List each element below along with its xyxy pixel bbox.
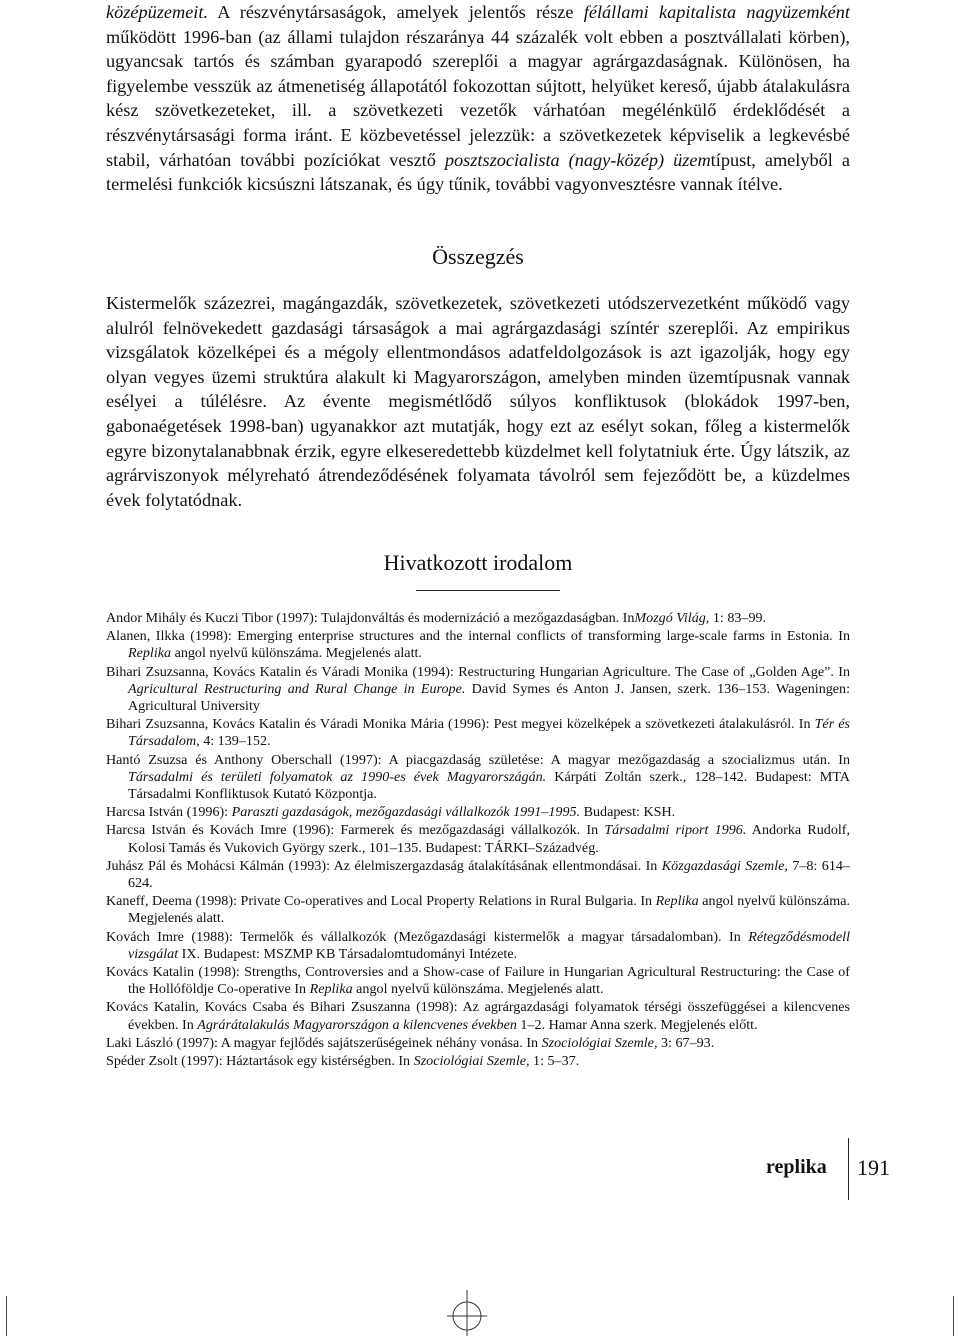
heading-underline: [416, 590, 560, 591]
summary-section: [106, 291, 850, 512]
reference-text: Kovács Katalin (1998): Strengths, Controversies and a Show-case of Failure in Hungarian Agricultural Restructuring: the Case of the Hollóföldje Co-operative In: [106, 964, 850, 998]
reference-details: 1–2. Hamar Anna szerk. Megjelenés előtt.: [516, 1016, 758, 1033]
reference-text: Harcsa István és Kovách Imre (1996): Farmerek és mezőgazdasági vállalkozók. In: [106, 822, 605, 839]
reference-item: [106, 664, 850, 716]
paragraph-text: A részvénytársaságok, amelyek jelentős része: [208, 2, 584, 22]
italic-phrase: posztszocialista (nagy-közép) üzem: [444, 149, 711, 170]
paragraph-text: típust, amelyből a termelési funkciók kicsúszni látszanak, és úgy tűnik, további vagyonvesztésre vannak ítélve.: [106, 149, 850, 195]
reference-source-title: Közgazdasági Szemle,: [661, 857, 788, 874]
footer-divider: [848, 1138, 849, 1200]
reference-details: angol nyelvű különszáma. Megjelenés alatt.: [352, 981, 604, 998]
reference-details: 4: 139–152.: [199, 733, 271, 750]
reference-details: Andorka Rudolf, Kolosi Tamás és Vukovich György szerk., 101–135. Budapest: TÁRKI–Századvég.: [128, 822, 850, 856]
reference-item: [106, 716, 850, 750]
reference-text: Alanen, Ilkka (1998): Emerging enterprise structures and the internal conflicts of transforming large-scale farms in Estonia. In: [106, 628, 850, 645]
paragraph-text: működött 1996-ban (az állami tulajdon részaránya 44 százalék volt ebben a posztvállalati körben), ugyancsak tartós és számban gyarapodó szereplői a magyar agrárgazdaságnak. Különösen, ha figyelembe vesszük az átmenetiség állapotától fokozottan sújtott, helyüket kereső, újabb átalakulásra kész szövetkezeteket, ill. a szövetkezeti vezetők várhatóan megélénkülő érdeklődését a részvénytársasági forma iránt. E közbevetéssel jelezzük: a szövetkezetek képviselik a legkevésbé stabil, várhatóan további pozíciókat vesztő: [106, 26, 850, 170]
reference-details: Budapest: KSH.: [580, 804, 676, 821]
reference-source-title: Replika: [128, 645, 172, 662]
reference-text: Juhász Pál és Mohácsi Kálmán (1993): Az élelmiszergazdaság átalakításának ellentmondásai. In: [106, 857, 662, 874]
reference-text: Bihari Zsuzsanna, Kovács Katalin és Váradi Monika (1994): Restructuring Hungarian Agriculture. The Case of „Golden Age”. In: [106, 663, 850, 680]
registration-mark-icon: [447, 1290, 487, 1336]
reference-details: 7–8: 614–624.: [128, 857, 850, 892]
reference-details: 1: 5–37.: [529, 1053, 580, 1070]
reference-item: [106, 610, 850, 627]
journal-name: replika: [766, 1156, 827, 1178]
reference-source-title: Szociológiai Szemle,: [541, 1034, 658, 1051]
reference-item: [106, 804, 850, 821]
reference-details: 3: 67–93.: [657, 1034, 715, 1051]
reference-source-title: Paraszti gazdaságok, mezőgazdasági vállalkozók 1991–1995.: [231, 804, 581, 821]
reference-text: Bihari Zsuzsanna, Kovács Katalin és Váradi Monika Mária (1996): Pest megyei közelképek a szövetkezeti átalakulásról. In: [106, 716, 815, 733]
reference-source-title: Rétegződésmodell vizsgálat: [128, 928, 850, 962]
reference-details: angol nyelvű különszáma. Megjelenés alatt.: [171, 645, 422, 662]
reference-item: [106, 628, 850, 662]
reference-item: [106, 1035, 850, 1052]
reference-details: 1: 83–99.: [709, 610, 767, 626]
reference-text: Kovách Imre (1988): Termelők és vállalkozók (Mezőgazdasági kistermelők a magyar társadalomban). In: [106, 928, 749, 945]
reference-details: David Symes és Anton J. Jansen, szerk. 136–153. Wageningen: Agricultural University: [128, 680, 851, 715]
summary-paragraph: Kistermelők százezrei, magángazdák, szövetkezetek, szövetkezeti utódszervezetként működő vagy alulról felnövekedett gazdasági társaságok a mai agrárgazdasági színtér szereplői. Az empirikus vizsgálatok közelképei és a mégoly ellentmondásos adatfeldolgozások is azt igazolják, hogy egy olyan vegyes üzemi struktúra alakult ki Magyarországon, amelyben minden üzemtípusnak vannak esélyei a túlélésre. Az évente megismétlődő súlyos konfliktusok (blokádok 1997-ben, gabonaégetések 1998-ban) ugyanakkor azt mutatják, hogy ezt az esélyt sokan, főleg a kistermelők egyre bizonytalanabbnak érzik, egyre elkeseredettebb küzdelmet kell folytatniuk érte. Úgy látszik, az agrárviszonyok mélyreható átrendeződésének folyamata távolról sem fejeződött be, a küzdelmes évek folytatódnak.: [106, 293, 850, 510]
reference-text: Laki László (1997): A magyar fejlődés sajátszerűségeinek néhány vonása. In: [106, 1034, 542, 1051]
reference-item: [106, 999, 850, 1033]
reference-details: Kárpáti Zoltán szerk., 128–142. Budapest: MTA Társadalmi Konfliktusok Kutató Központja.: [128, 768, 850, 803]
crop-tick: [953, 1296, 954, 1336]
reference-item: [106, 929, 850, 963]
reference-source-title: Mozgó Világ,: [634, 610, 710, 626]
summary-heading: Összegzés: [432, 244, 524, 269]
reference-text: Kovács Katalin, Kovács Csaba és Bihari Zsuszanna (1998): Az agrárgazdasági folyamatok térségi összefüggései a kilencvenes években. In: [106, 999, 850, 1033]
reference-item: [106, 858, 850, 892]
reference-text: Harcsa István (1996):: [106, 804, 232, 821]
references-list: [106, 610, 850, 1071]
references-heading: Hivatkozott irodalom: [383, 550, 573, 575]
reference-text: Kaneff, Deema (1998): Private Co-operatives and Local Property Relations in Rural Bulgaria. In: [106, 893, 656, 910]
reference-source-title: Szociológiai Szemle,: [413, 1053, 530, 1070]
italic-phrase: félállami kapitalista nagyüzemként: [583, 2, 850, 22]
reference-item: [106, 822, 850, 856]
reference-source-title: Tér és Társadalom,: [128, 716, 851, 750]
reference-text: Spéder Zsolt (1997): Háztartások egy kistérségben. In: [106, 1053, 414, 1070]
intro-paragraph: [106, 0, 850, 197]
reference-item: [106, 752, 850, 804]
page-number: 191: [857, 1155, 890, 1180]
reference-text: Andor Mihály és Kuczi Tibor (1997): Tulajdonváltás és modernizáció a mezőgazdaságban. In: [106, 610, 635, 626]
reference-source-title: Agricultural Restructuring and Rural Change in Europe.: [128, 680, 466, 697]
reference-source-title: Agrárátalakulás Magyarországon a kilencvenes években: [197, 1016, 517, 1033]
reference-details: angol nyelvű különszáma. Megjelenés alatt.: [128, 893, 850, 927]
reference-text: Hantó Zsuzsa és Anthony Oberschall (1997): A piacgazdaság születése: A magyar mezőgazdaság a szocializmus után. In: [106, 751, 850, 768]
crop-tick: [6, 1296, 7, 1336]
reference-source-title: Replika: [655, 893, 699, 910]
reference-details: IX. Budapest: MSZMP KB Társadalomtudományi Intézete.: [178, 945, 518, 962]
reference-item: [106, 893, 850, 927]
reference-item: [106, 1053, 850, 1070]
reference-source-title: Replika: [309, 981, 353, 998]
reference-source-title: Társadalmi riport 1996.: [604, 822, 747, 839]
reference-item: [106, 964, 850, 998]
reference-source-title: Társadalmi és területi folyamatok az 1990-es évek Magyarországán.: [128, 768, 547, 785]
italic-phrase: középüzemeit.: [106, 2, 209, 22]
body-paragraph: [106, 0, 850, 197]
